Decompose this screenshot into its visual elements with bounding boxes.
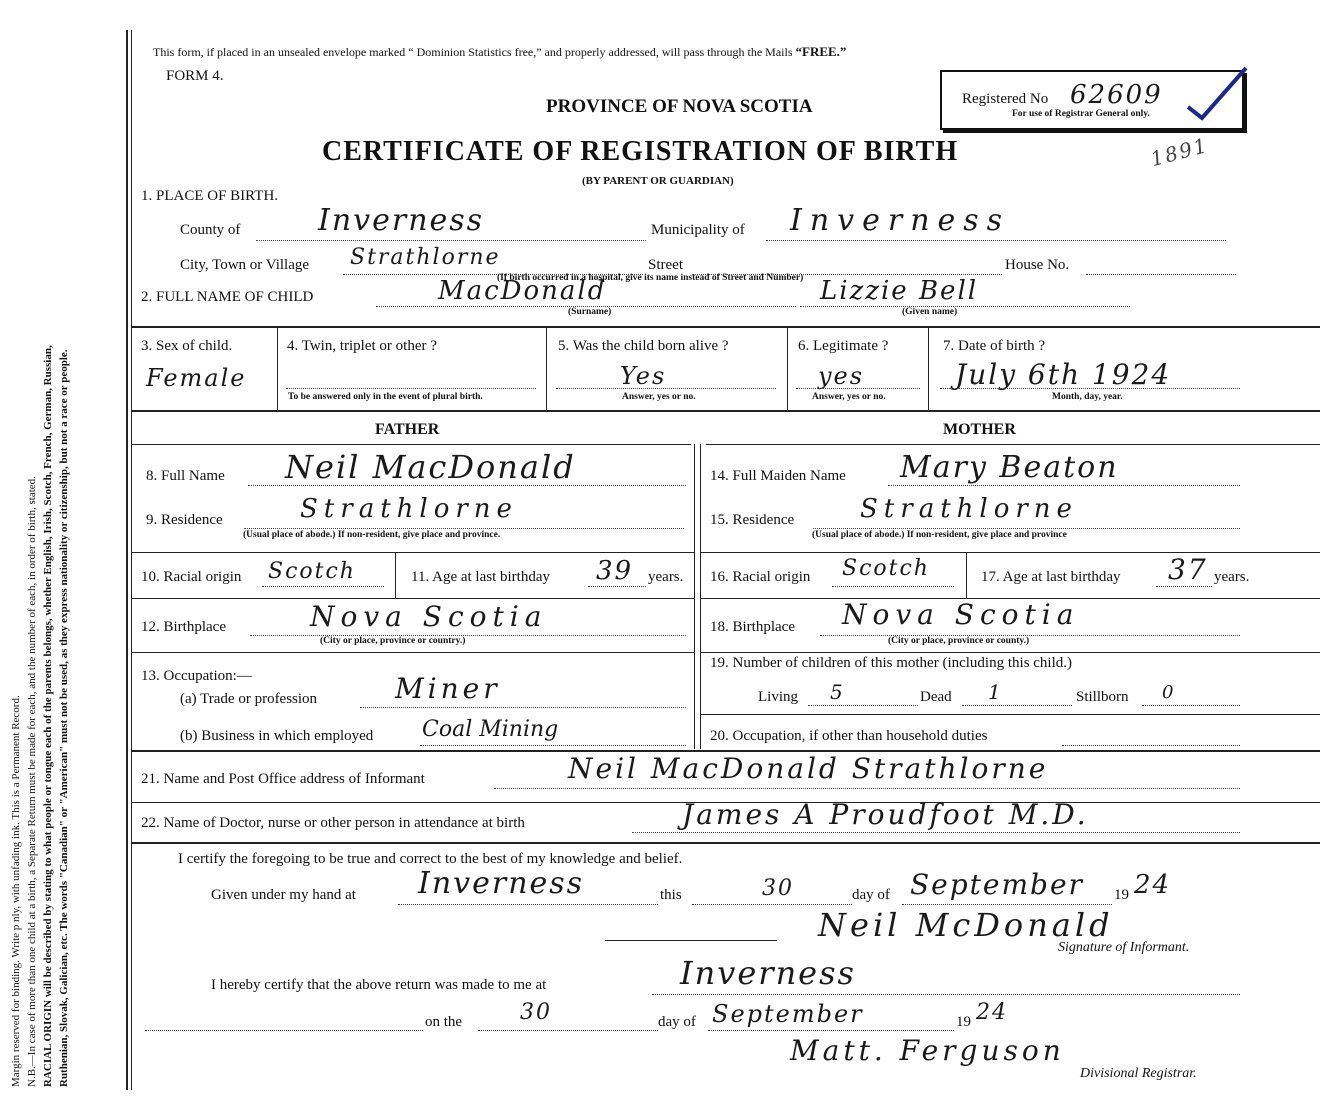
father-name-value: Neil MacDonald <box>285 448 576 486</box>
father-residence-caption: (Usual place of abode.) If non-resident, give place and province. <box>243 530 501 540</box>
father-racial-label: 10. Racial origin <box>141 569 242 585</box>
house-number-label: House No. <box>1005 257 1070 273</box>
margin-note: 1891 <box>1147 132 1212 172</box>
mother-name-value: Mary Beaton <box>900 450 1119 485</box>
margin-line-4: Ruthenian, Slovak, Galician, etc. The words "Canadian" or "American" must not be used, as they express nationality or citizenship, but not a race or people. <box>58 349 70 1087</box>
business-value: Coal Mining <box>422 717 559 742</box>
margin-rule <box>126 30 128 1090</box>
cert-day-of-label: day of <box>852 887 890 903</box>
date-of-birth-label: 7. Date of birth ? <box>943 338 1046 354</box>
given-name-caption: (Given name) <box>902 307 958 317</box>
registrar-signature: Matt. Ferguson <box>790 1034 1065 1067</box>
alive-caption: Answer, yes or no. <box>622 392 696 402</box>
mother-racial-label: 16. Racial origin <box>710 569 811 585</box>
city-label: City, Town or Village <box>180 257 310 273</box>
date-of-birth-value: July 6th 1924 <box>955 358 1172 391</box>
trade-label: (a) Trade or profession <box>180 691 318 707</box>
check-mark-icon <box>1180 62 1250 122</box>
children-count-label: 19. Number of children of this mother (including this child.) <box>710 655 1073 671</box>
registrar-note: For use of Registrar General only. <box>1012 109 1150 119</box>
father-heading: FATHER <box>375 421 440 438</box>
margin-instructions <box>0 0 130 1107</box>
postal-notice-text: This form, if placed in an unsealed envelope marked “ Dominion Statistics free,” and properly addressed, will pass through the Mails <box>153 45 796 59</box>
doctor-value: James A Proudfoot M.D. <box>682 798 1089 831</box>
county-label: County of <box>180 222 241 238</box>
cert-day-value: 30 <box>762 876 794 901</box>
municipality-label: Municipality of <box>651 222 745 238</box>
father-age-value: 39 <box>596 556 634 586</box>
page-subtitle: (BY PARENT OR GUARDIAN) <box>582 175 734 187</box>
registrar-month-value: September <box>712 1000 864 1028</box>
legitimate-label: 6. Legitimate ? <box>798 338 889 354</box>
father-age-unit: years. <box>648 569 684 585</box>
mother-occupation-label: 20. Occupation, if other than household duties <box>710 728 988 744</box>
alive-value: Yes <box>620 362 667 390</box>
mother-residence-value: Strathlorne <box>860 494 1078 524</box>
father-age-label: 11. Age at last birthday <box>411 569 550 585</box>
father-birthplace-label: 12. Birthplace <box>141 619 226 635</box>
legitimate-caption: Answer, yes or no. <box>812 392 886 402</box>
father-racial-value: Scotch <box>268 559 356 584</box>
twin-label: 4. Twin, triplet or other ? <box>287 338 437 354</box>
alive-label: 5. Was the child born alive ? <box>558 338 729 354</box>
mother-age-label: 17. Age at last birthday <box>981 569 1121 585</box>
twin-note: To be answered only in the event of plural birth. <box>288 392 483 402</box>
county-value: Inverness <box>318 203 485 238</box>
father-birthplace-caption: (City or place, province or country.) <box>320 636 466 646</box>
child-surname: MacDonald <box>438 276 607 306</box>
informant-signature-caption: Signature of Informant. <box>1058 940 1190 955</box>
mother-heading: MOTHER <box>943 421 1016 438</box>
registrar-place-value: Inverness <box>680 954 856 992</box>
postal-free: “FREE.” <box>795 44 847 59</box>
this-label: this <box>660 887 682 903</box>
mother-racial-value: Scotch <box>842 556 930 581</box>
registrar-statement: I hereby certify that the above return was made to me at <box>211 977 547 993</box>
place-of-birth-label: 1. PLACE OF BIRTH. <box>141 188 279 204</box>
father-name-label: 8. Full Name <box>146 468 225 484</box>
municipality-value: Inverness <box>790 203 1011 238</box>
registrar-caption: Divisional Registrar. <box>1080 1066 1197 1081</box>
surname-caption: (Surname) <box>568 307 612 317</box>
postal-notice <box>153 44 846 60</box>
registrar-day-of-label: day of <box>658 1014 696 1030</box>
registered-number: 62609 <box>1070 80 1163 110</box>
margin-line-1: Margin reserved for binding. Write p nly, with unfading ink. This is a Permanent Record. <box>10 695 22 1087</box>
margin-rule-inner <box>131 30 132 1090</box>
hospital-note: (If birth occurred in a hospital, give its name instead of Street and Number) <box>497 273 804 283</box>
mother-age-value: 37 <box>1168 553 1208 586</box>
province-heading: PROVINCE OF NOVA SCOTIA <box>546 96 813 117</box>
margin-line-2: N.B.—In case of more than one child at a birth, a Separate Return must be made for each, and the number of each, in order of birth, stated. <box>26 476 38 1087</box>
cert-year-value: 24 <box>1134 870 1172 900</box>
occupation-label: 13. Occupation:— <box>141 668 252 684</box>
mother-age-unit: years. <box>1214 569 1250 585</box>
certification-statement: I certify the foregoing to be true and correct to the best of my knowledge and belief. <box>178 851 683 867</box>
mother-birthplace-value: Nova Scotia <box>842 598 1080 631</box>
stillborn-value: 0 <box>1162 682 1176 703</box>
page-title: CERTIFICATE OF REGISTRATION OF BIRTH <box>322 136 959 167</box>
child-given-name: Lizzie Bell <box>820 276 979 306</box>
informant-value: Neil MacDonald Strathlorne <box>568 752 1049 785</box>
informant-label: 21. Name and Post Office address of Informant <box>141 771 425 787</box>
registered-label: Registered No <box>962 91 1049 107</box>
date-of-birth-caption: Month, day, year. <box>1052 392 1123 402</box>
mother-name-label: 14. Full Maiden Name <box>710 468 846 484</box>
legitimate-value: yes <box>818 362 865 390</box>
mother-residence-caption: (Usual place of abode.) If non-resident, give place and province <box>812 530 1067 540</box>
dead-label: Dead <box>920 689 952 705</box>
mother-birthplace-label: 18. Birthplace <box>710 619 795 635</box>
cert-year-prefix: 19 <box>1114 887 1129 903</box>
informant-signature: Neil McDonald <box>818 906 1114 944</box>
father-residence-label: 9. Residence <box>146 512 223 528</box>
trade-value: Miner <box>395 672 501 705</box>
sex-value: Female <box>146 364 247 392</box>
street-label: Street <box>648 257 683 273</box>
city-value: Strathlorne <box>350 245 501 270</box>
dead-value: 1 <box>988 680 1003 704</box>
given-place-value: Inverness <box>418 866 585 901</box>
child-name-label: 2. FULL NAME OF CHILD <box>141 289 314 305</box>
living-value: 5 <box>830 680 845 704</box>
registrar-year-value: 24 <box>976 1000 1008 1025</box>
mother-residence-label: 15. Residence <box>710 512 795 528</box>
stillborn-label: Stillborn <box>1076 689 1129 705</box>
doctor-label: 22. Name of Doctor, nurse or other person in attendance at birth <box>141 815 525 831</box>
business-label: (b) Business in which employed <box>180 728 374 744</box>
father-residence-value: Strathlorne <box>300 494 518 524</box>
cert-month-value: September <box>910 868 1084 901</box>
given-under-label: Given under my hand at <box>211 887 356 903</box>
form-number: FORM 4. <box>166 68 224 84</box>
living-label: Living <box>758 689 798 705</box>
margin-line-3: RACIAL ORIGIN will be described by stating to what people or tongue each of the parents belongs, whether English, Irish, Scotch, French, German, Russian, <box>42 345 54 1087</box>
registrar-year-prefix: 19 <box>956 1014 971 1030</box>
registrar-day-value: 30 <box>520 1000 552 1025</box>
mother-birthplace-caption: (City or place, province or county.) <box>888 636 1030 646</box>
on-the-label: on the <box>425 1014 463 1030</box>
father-birthplace-value: Nova Scotia <box>310 600 548 633</box>
sex-label: 3. Sex of child. <box>141 338 233 354</box>
